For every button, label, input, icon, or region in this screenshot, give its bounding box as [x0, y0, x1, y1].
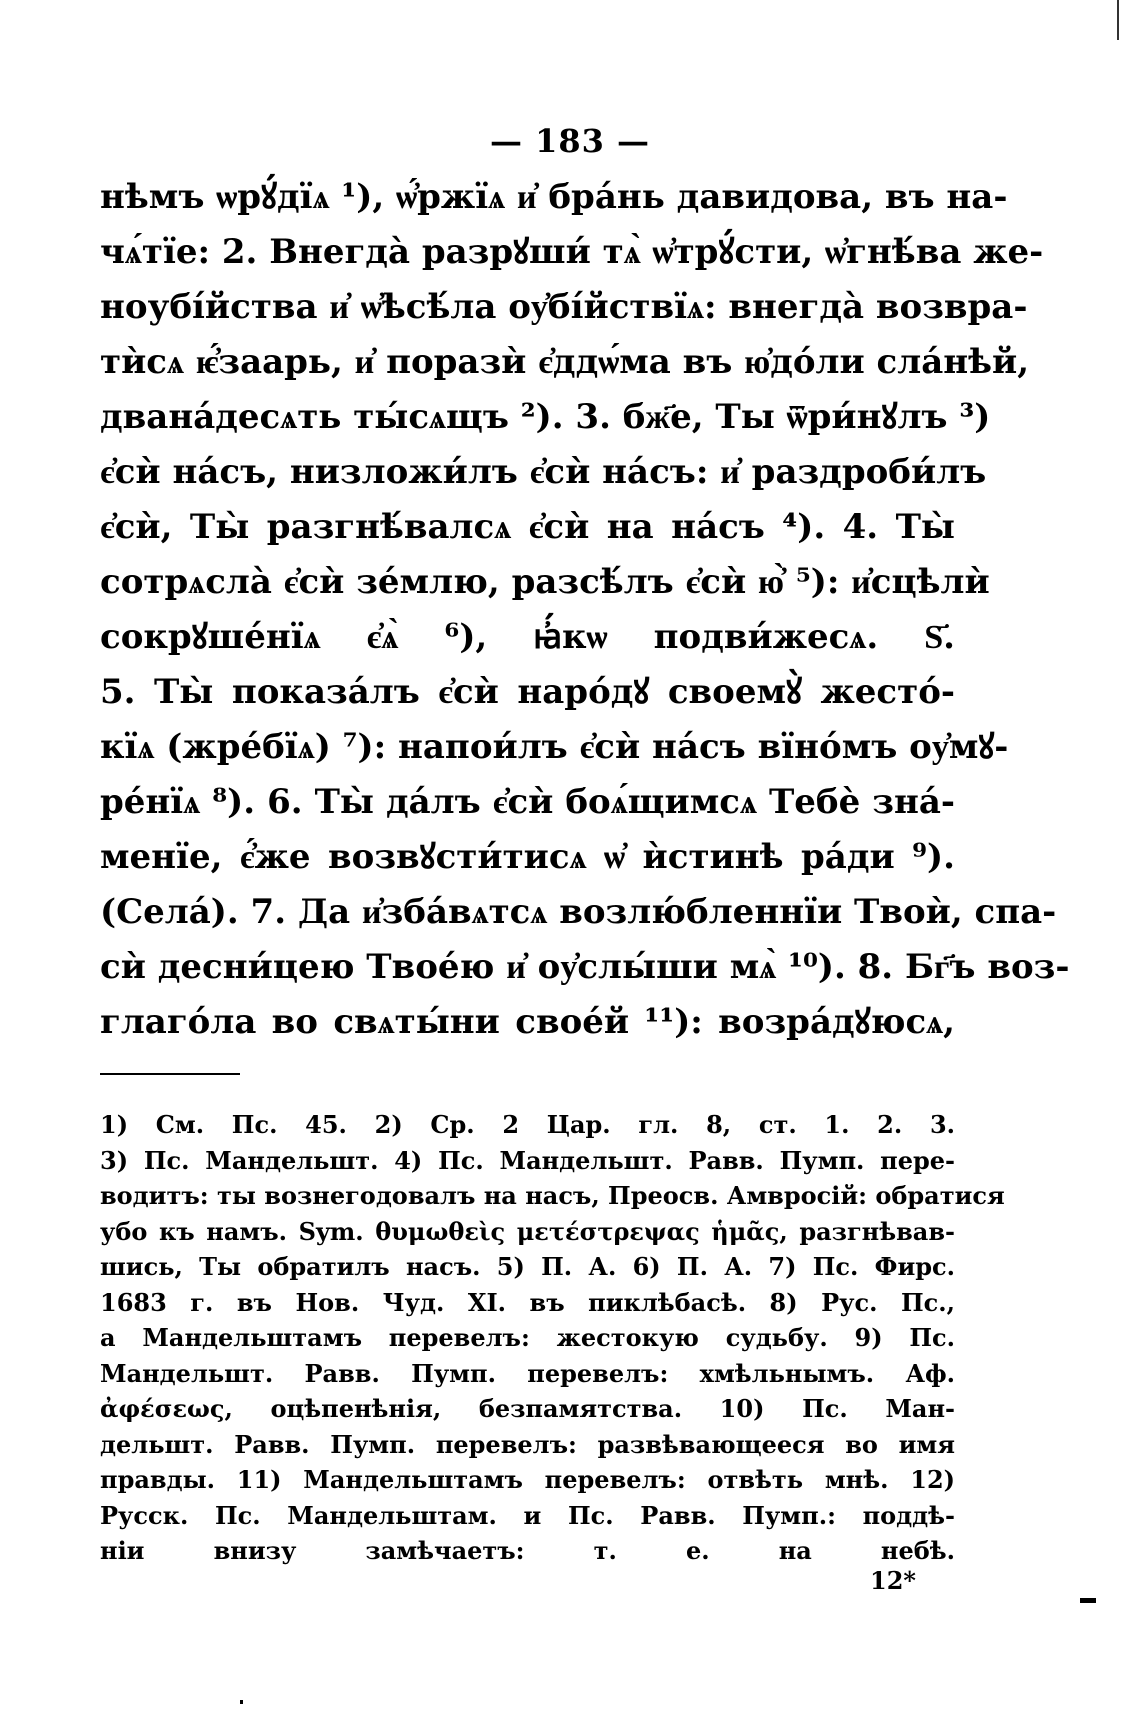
- text-line: чѧ́тїе: 2. Внегда̀ разрꙋши́ тѧ̀ ѡ҆трꙋ́сти, ѡ҆гнѣ́ва же-: [100, 232, 1044, 272]
- text-line: кїѧ (жре́бїѧ) ⁷): напои́лъ є҆сѝ на́съ вїно́мъ оу҆мꙋ-: [100, 727, 1009, 767]
- text-line: (Села́). 7. Да и҆зба́вѧтсѧ возлю́бленнїи Твоѝ, спа-: [100, 892, 1057, 932]
- footnote-line: убо къ намъ. Sym. θυμωθεὶς μετέστρεψας ἡμᾶς, разгнѣвав-: [100, 1216, 955, 1246]
- footnote-line: дельшт. Равв. Пумп. перевелъ: развѣвающееся во имя: [100, 1429, 955, 1459]
- text-line: ноубі́йства и҆ ѡ҆ѣсѣ́ла оу҆бі́йствїѧ: внегда̀ возвра-: [100, 287, 1028, 327]
- text-line: ре́нїѧ ⁸). 6. Ты̀ да́лъ є҆сѝ боѧ́щимсѧ Тебѐ зна́-: [100, 782, 955, 822]
- footnote-line: шись, Ты обратилъ насъ. 5) П. А. 6) П. А. 7) Пс. Фирс.: [100, 1252, 955, 1281]
- text-line: глаго́ла во свѧты́ни свое́й ¹¹): возра́дꙋюсѧ,: [100, 1002, 955, 1042]
- edge-mark: [1080, 1598, 1096, 1603]
- footnote-line: Мандельшт. Равв. Пумп. перевелъ: хмѣльнымъ. Аф.: [100, 1358, 955, 1388]
- text-line: двана́десѧть ты́сѧщъ ²). 3. бж҃е, Ты ѿри́нꙋлъ ³): [100, 397, 991, 437]
- main-text-block: [100, 170, 1070, 1050]
- edge-rule: [1117, 0, 1119, 40]
- signature-mark: 12*: [870, 1566, 916, 1595]
- footnote-line: а Мандельштамъ перевелъ: жестокую судьбу. 9) Пс.: [100, 1323, 955, 1352]
- text-line: є҆сѝ, Ты̀ разгнѣ́валсѧ є҆сѝ на на́съ ⁴). 4. Ты̀: [100, 507, 955, 547]
- text-line: сѝ десни́цею Твое́ю и҆ оу҆слы́ши мѧ̀ ¹⁰). 8. Бг҃ъ воз-: [100, 947, 1070, 987]
- footnote-line: 3) Пс. Мандельшт. 4) Пс. Мандельшт. Равв. Пумп. пере-: [100, 1145, 955, 1175]
- footnote-line: ніи внизу замѣчаетъ: т. е. на небѣ.: [100, 1536, 955, 1565]
- text-line: 5. Ты̀ показа́лъ є҆сѝ наро́дꙋ своемꙋ̀ жесто́-: [100, 672, 955, 712]
- text-line: нѣмъ ѡрꙋ́дїѧ ¹), ѡ҆́ржїѧ и҆ бра́нь давидова, въ на-: [100, 177, 1008, 217]
- footnote-line: ἀφέσεως, оцѣпенѣнія, безпамятства. 10) Пс. Ман-: [100, 1394, 955, 1423]
- footnote-line: Русск. Пс. Мандельштам. и Пс. Равв. Пумп.: поддѣ-: [100, 1500, 955, 1530]
- text-line: сокрꙋше́нїѧ є҆ѧ̀ ⁶), ꙗ҆́кѡ подви́жесѧ. Ѕ҃.: [100, 617, 955, 657]
- page-number: — 183 —: [489, 122, 651, 160]
- footnote-line: 1) См. Пс. 45. 2) Ср. 2 Цар. гл. 8, ст. 1. 2. 3.: [100, 1110, 955, 1139]
- footnote-line: 1683 г. въ Нов. Чуд. XI. въ пиклѣбасѣ. 8) Рус. Пс.,: [100, 1287, 955, 1317]
- footnote-line: водитъ: ты вознегодовалъ на насъ, Преосв. Амвросій: обратися: [100, 1181, 1005, 1210]
- text-line: є҆сѝ на́съ, низложи́лъ є҆сѝ на́съ: и҆ раздроби́лъ: [100, 452, 987, 492]
- ink-speck: [240, 1700, 243, 1704]
- text-line: тѝсѧ ѥ҆́заарь, и҆ поразѝ є҆ддѡ́ма въ ю҆до́ли сла́нѣй,: [100, 342, 1030, 382]
- footnote-divider: [100, 1073, 240, 1075]
- text-line: менїе, є҆́же возвꙋсти́тисѧ ѡ҆ ѝстинѣ ра́ди ⁹).: [100, 837, 955, 877]
- footnote-line: правды. 11) Мандельштамъ перевелъ: отвѣть мнѣ. 12): [100, 1465, 955, 1494]
- text-line: сотрѧсла̀ є҆сѝ зе́млю, разсѣ́лъ є҆сѝ ю҆̀ ⁵): и҆сцѣлѝ: [100, 562, 990, 602]
- footnotes-block: [100, 1107, 1005, 1569]
